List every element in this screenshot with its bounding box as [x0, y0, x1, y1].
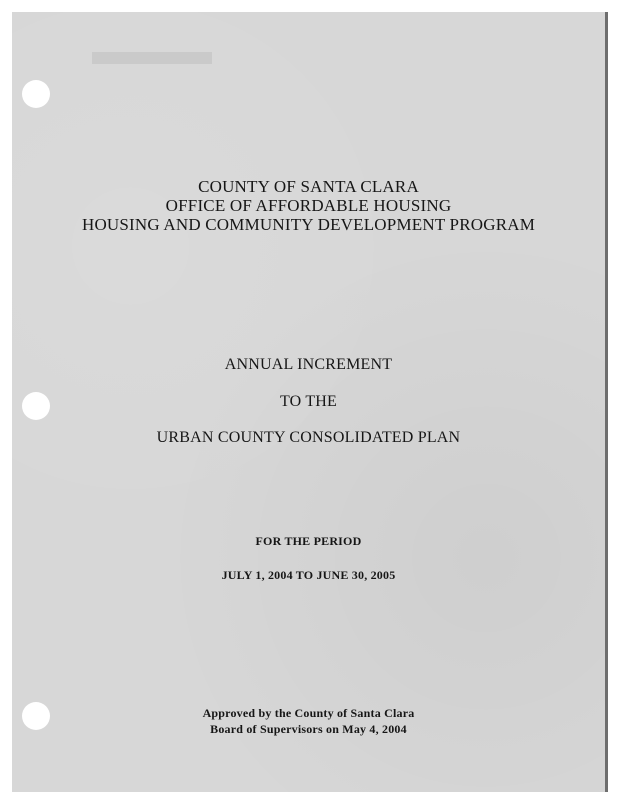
header-office: OFFICE OF AFFORDABLE HOUSING — [165, 196, 452, 215]
approval-line-1: Approved by the County of Santa Clara — [202, 706, 415, 720]
scan-artifact — [92, 52, 212, 64]
period-dates: JULY 1, 2004 TO JUNE 30, 2005 — [221, 568, 396, 582]
header-county: COUNTY OF SANTA CLARA — [198, 177, 419, 196]
title-annual-increment: ANNUAL INCREMENT — [224, 356, 393, 373]
approval-line-2: Board of Supervisors on May 4, 2004 — [210, 722, 407, 736]
punch-hole-top — [22, 80, 50, 108]
document-page — [12, 12, 608, 792]
header-program: HOUSING AND COMMUNITY DEVELOPMENT PROGRAM — [81, 215, 536, 234]
title-consolidated-plan: URBAN COUNTY CONSOLIDATED PLAN — [156, 429, 461, 446]
title-to-the: TO THE — [279, 393, 338, 410]
period-label: FOR THE PERIOD — [255, 534, 362, 548]
